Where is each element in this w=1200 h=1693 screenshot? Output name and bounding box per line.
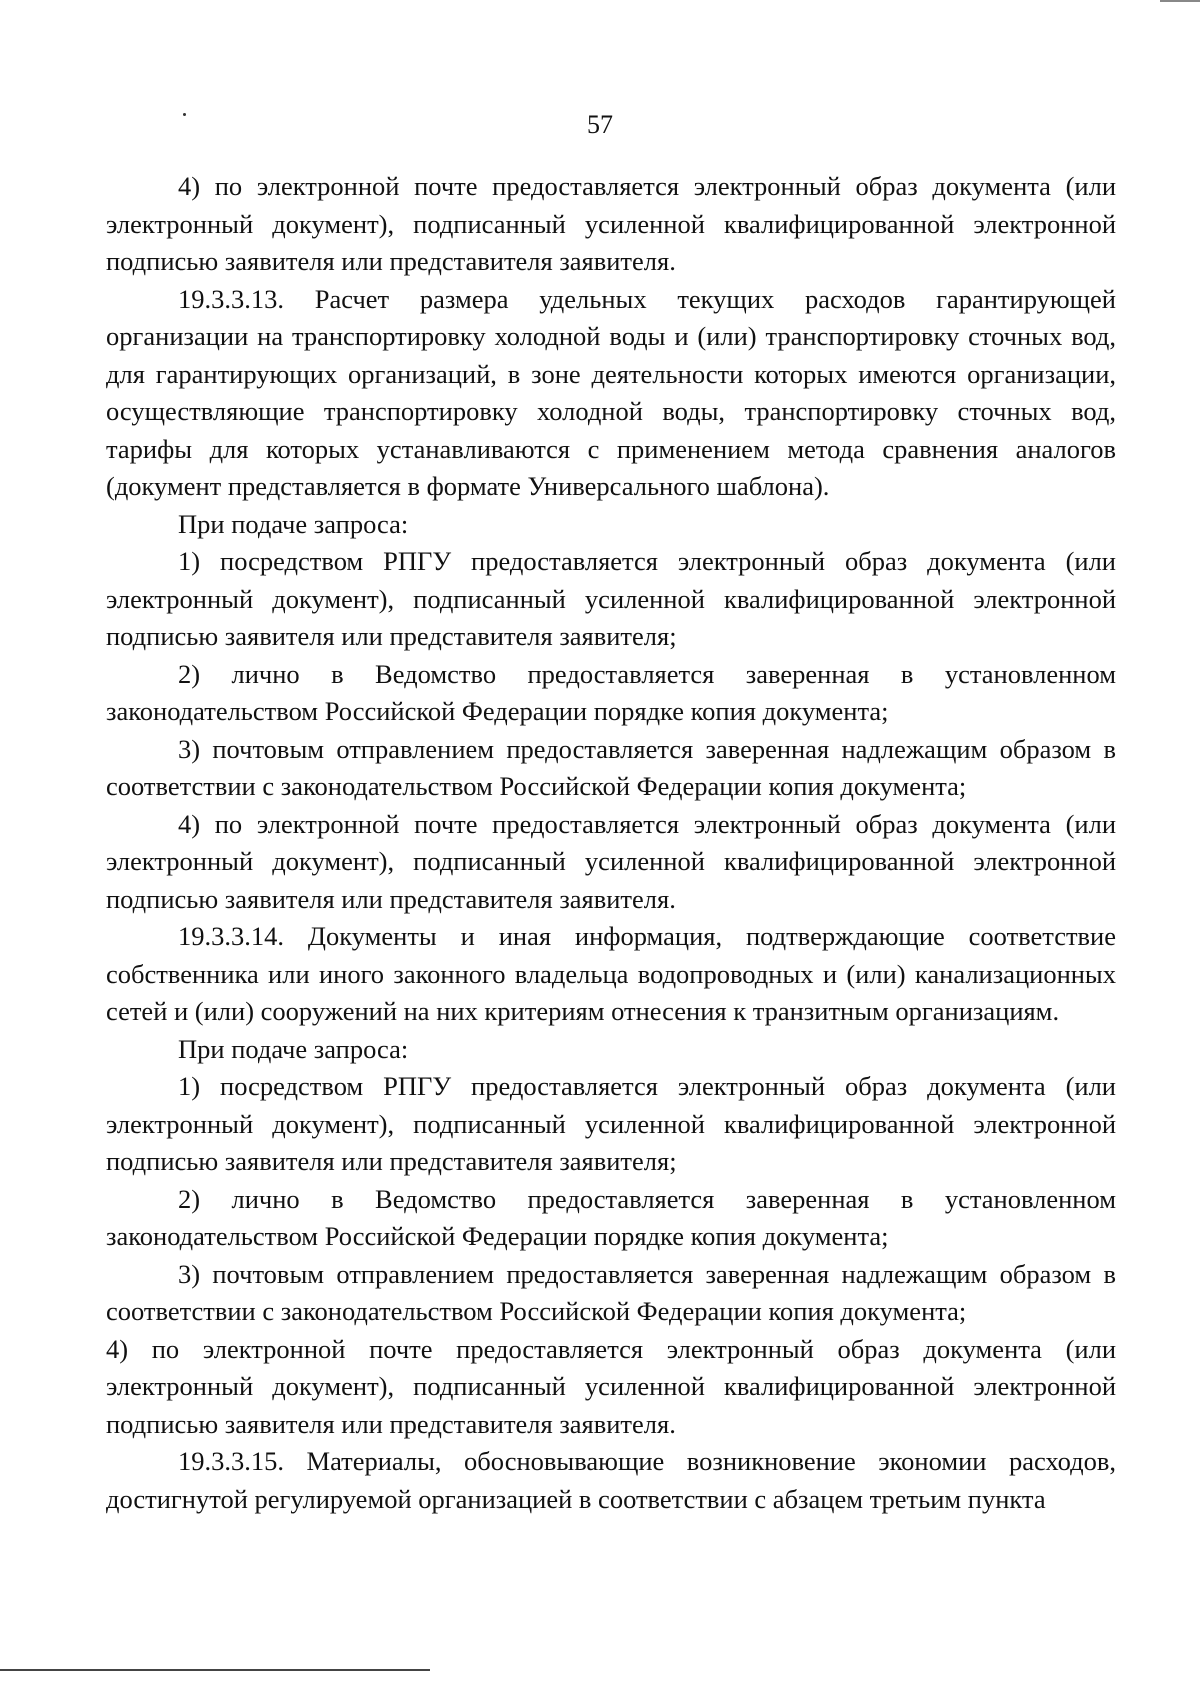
paragraph: 4) по электронной почте предоставляется электронный образ документа (или электронный документ), подписанный усиленной квалифицированной электронной подписью заявителя или представителя заявителя.	[106, 808, 1116, 914]
paragraph: 19.3.3.13. Расчет размера удельных текущих расходов гарантирующей организации на транспортировку холодной воды и (или) транспортировку сточных вод, для гарантирующих организаций, в зоне деятельности которых имеются организации, осуществляющие транспортировку холодной воды, транспортировку сточных вод, тарифы для которых устанавливаются с применением метода сравнения аналогов (документ представляется в формате Универсального шаблона).	[106, 283, 1116, 501]
paragraph: 3) почтовым отправлением предоставляется заверенная надлежащим образом в соответствии с законодательством Российской Федерации копия документа;	[106, 1258, 1116, 1326]
scan-edge-line	[0, 1669, 430, 1671]
paragraph: 19.3.3.15. Материалы, обосновывающие возникновение экономии расходов, достигнутой регулируемой организацией в соответствии с абзацем третьим пункта	[106, 1446, 1116, 1514]
paragraph: 2) лично в Ведомство предоставляется заверенная в установленном законодательством Российской Федерации порядке копия документа;	[106, 1183, 1116, 1251]
paragraph: 1) посредством РПГУ предоставляется электронный образ документа (или электронный документ), подписанный усиленной квалифицированной электронной подписью заявителя или представителя заявителя;	[106, 546, 1116, 651]
page-number: 57	[587, 110, 613, 139]
paragraph: 4) по электронной почте предоставляется электронный образ документа (или электронный документ), подписанный усиленной квалифицированной электронной подписью заявителя или представителя заявителя.	[106, 171, 1116, 276]
paragraph: 3) почтовым отправлением предоставляется заверенная надлежащим образом в соответствии с законодательством Российской Федерации копия документа;	[106, 733, 1116, 801]
paragraph: 1) посредством РПГУ предоставляется электронный образ документа (или электронный документ), подписанный усиленной квалифицированной электронной подписью заявителя или представителя заявителя;	[106, 1071, 1116, 1176]
paragraph: При подаче запроса:	[178, 1033, 409, 1064]
paragraph: 19.3.3.14. Документы и иная информация, подтверждающие соответствие собственника или иного законного владельца водопроводных и (или) канализационных сетей и (или) сооружений на них критериям отнесения к транзитным организациям.	[106, 921, 1116, 1026]
paragraph: 4) по электронной почте предоставляется электронный образ документа (или электронный документ), подписанный усиленной квалифицированной электронной подписью заявителя или представителя заявителя.	[106, 1333, 1116, 1439]
paragraph: 2) лично в Ведомство предоставляется заверенная в установленном законодательством Российской Федерации порядке копия документа;	[106, 658, 1116, 726]
document-body	[106, 168, 1116, 1518]
paragraph: При подаче запроса:	[178, 508, 409, 539]
scan-edge-line	[1160, 0, 1200, 2]
